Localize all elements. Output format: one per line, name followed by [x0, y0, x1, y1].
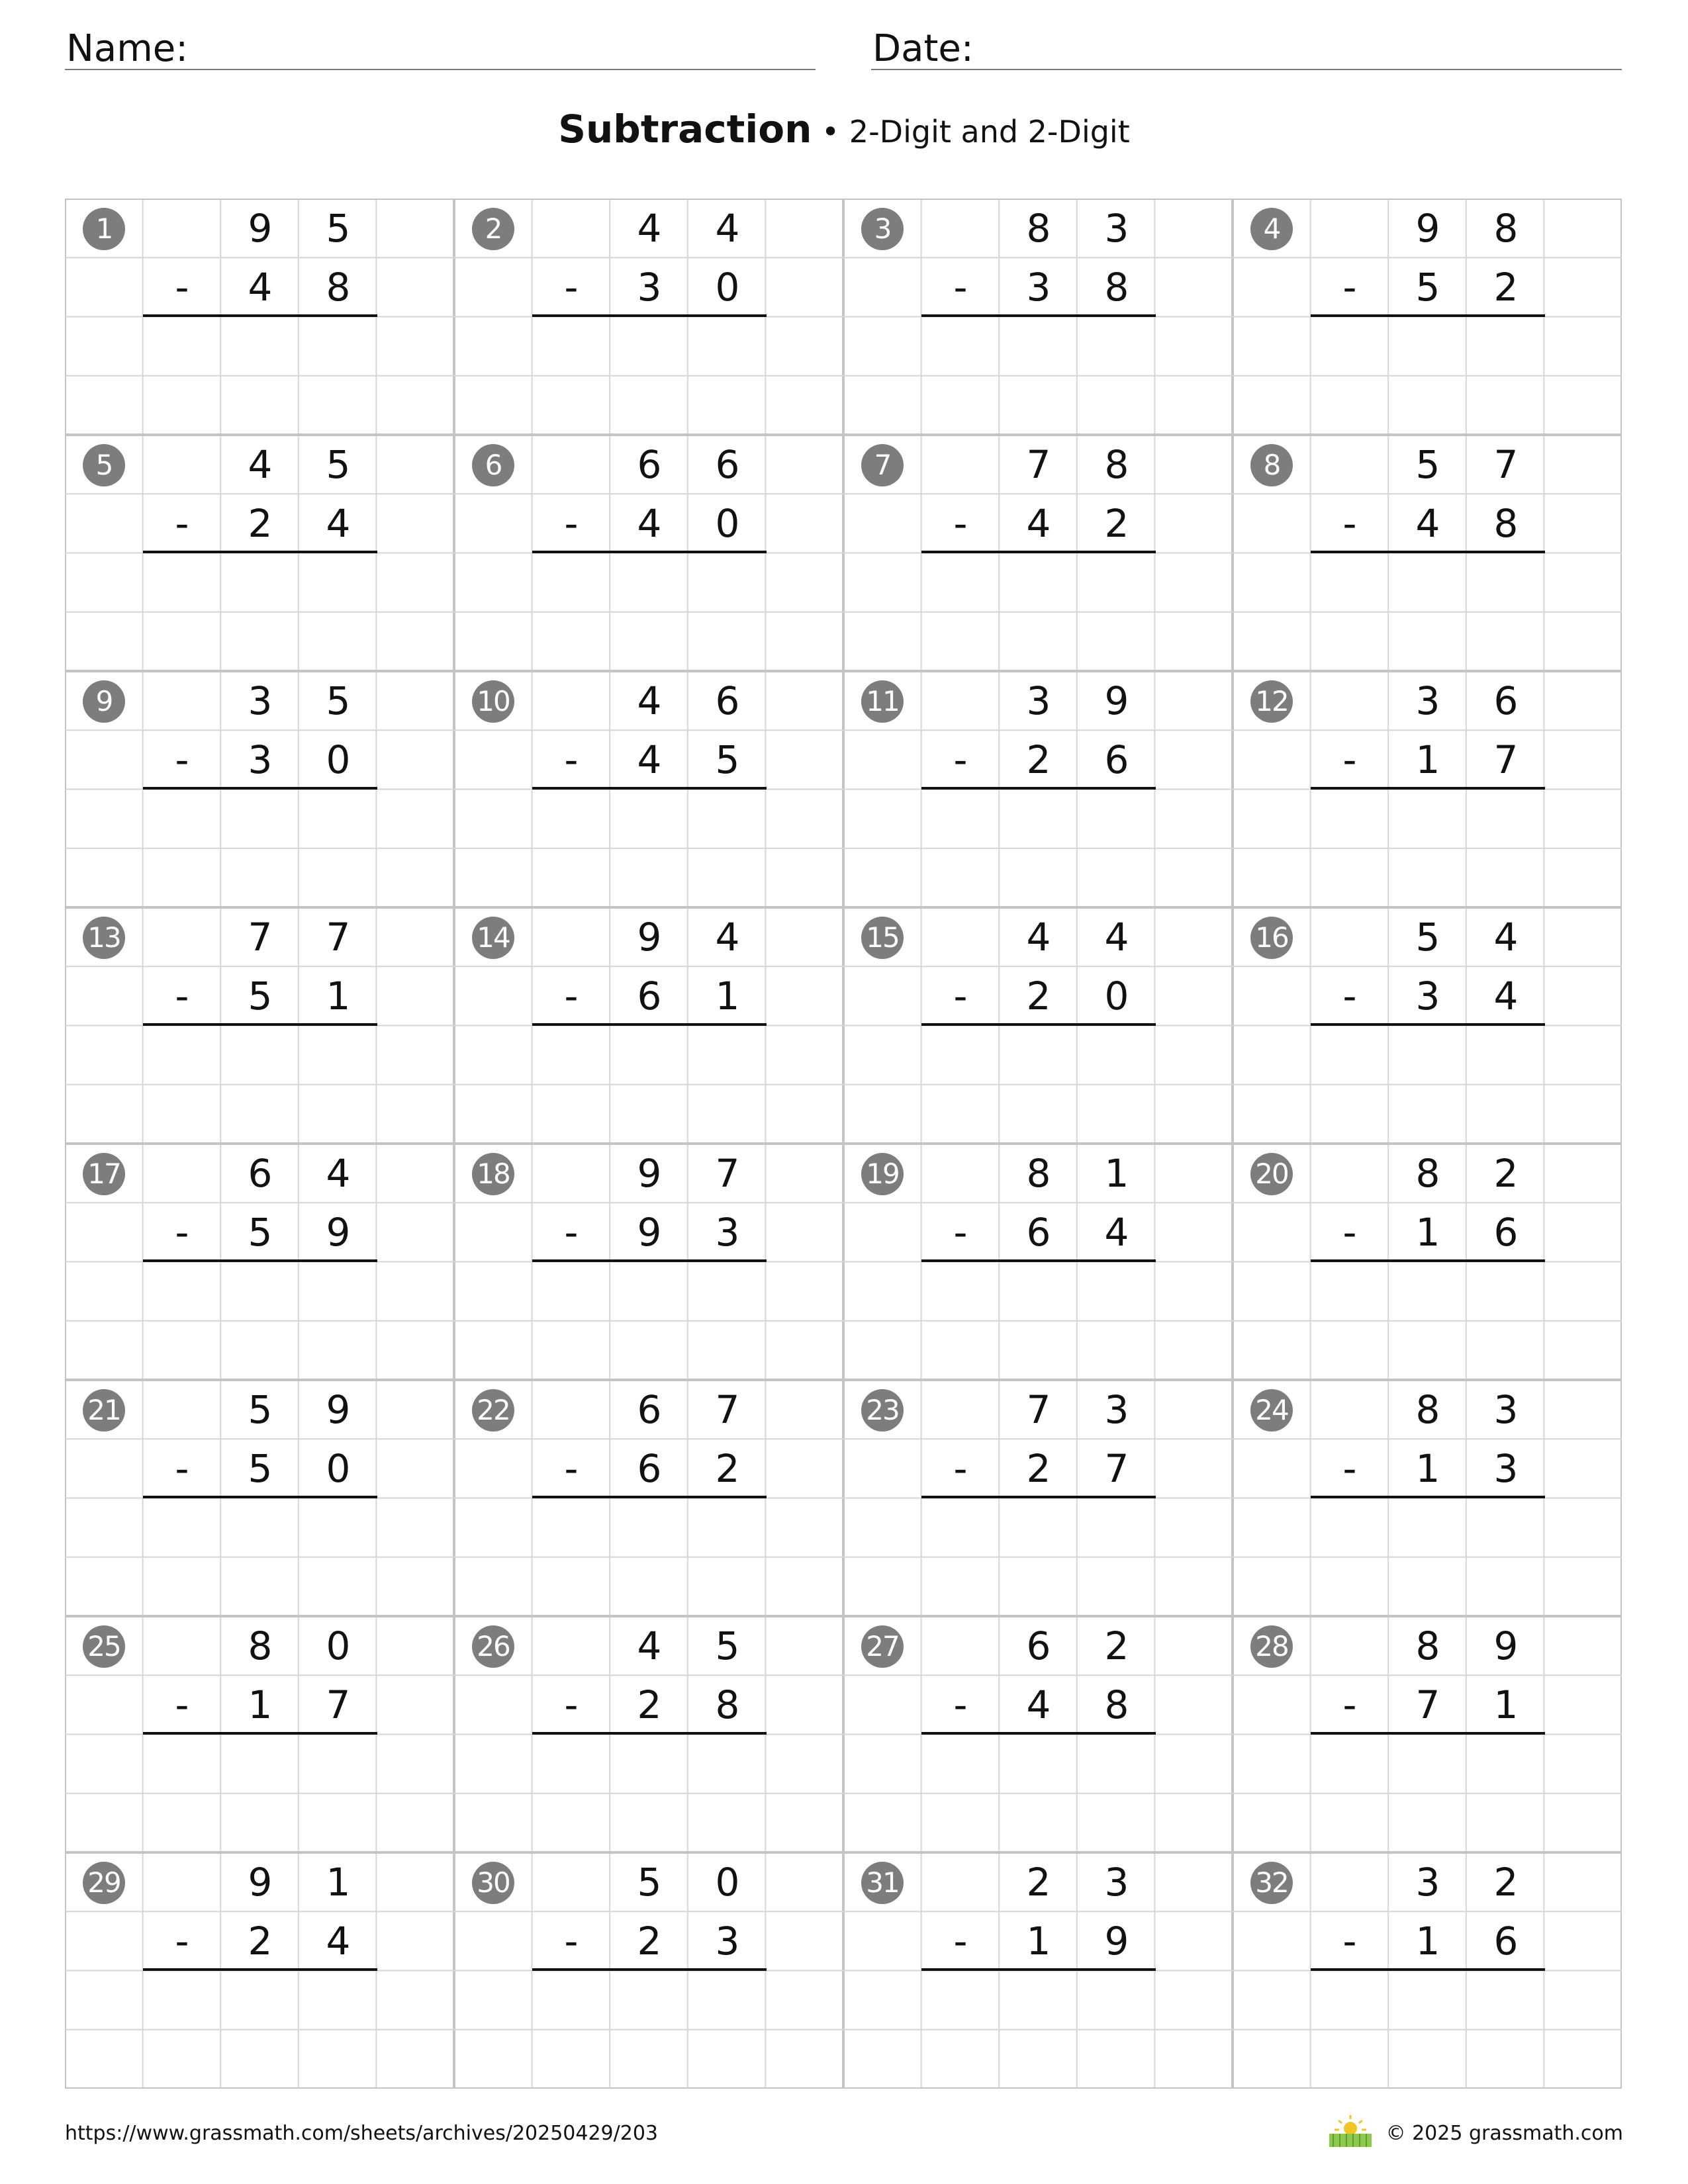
- minuend-ones-digit: 7: [715, 1387, 740, 1432]
- answer-underline: [921, 1496, 1156, 1498]
- answer-underline: [921, 551, 1156, 553]
- subtrahend-ones-digit: 6: [1493, 1210, 1519, 1255]
- problem-number-badge: 28: [1250, 1625, 1293, 1668]
- minuend-tens-digit: 3: [1415, 1860, 1440, 1905]
- minuend-ones-digit: 5: [715, 1623, 740, 1668]
- name-field[interactable]: [65, 20, 816, 70]
- minuend-tens-digit: 9: [1415, 206, 1440, 251]
- subtrahend-tens-digit: 1: [1415, 1210, 1440, 1255]
- subtrahend-ones-digit: 2: [1493, 265, 1519, 310]
- problem-13: [65, 907, 454, 1144]
- answer-underline: [532, 787, 767, 790]
- subtrahend-tens-digit: 1: [1415, 737, 1440, 782]
- minus-sign: -: [953, 1446, 968, 1491]
- subtrahend-tens-digit: 9: [637, 1210, 662, 1255]
- minuend-ones-digit: 7: [326, 915, 351, 960]
- answer-underline: [1311, 314, 1545, 317]
- minuend-ones-digit: 5: [326, 678, 351, 723]
- answer-underline: [1311, 1023, 1545, 1026]
- minuend-ones-digit: 2: [1493, 1151, 1519, 1196]
- minuend-ones-digit: 2: [1104, 1623, 1129, 1668]
- problem-29: [65, 1852, 454, 2089]
- minuend-tens-digit: 9: [637, 915, 662, 960]
- subtrahend-tens-digit: 4: [248, 265, 273, 310]
- answer-underline: [532, 551, 767, 553]
- minus-sign: -: [175, 737, 189, 782]
- problem-24: [1233, 1380, 1622, 1616]
- minus-sign: -: [564, 1682, 579, 1727]
- minuend-ones-digit: 4: [1104, 915, 1129, 960]
- minuend-tens-digit: 6: [637, 442, 662, 487]
- minuend-tens-digit: 5: [1415, 442, 1440, 487]
- minuend-ones-digit: 6: [715, 442, 740, 487]
- title-subtitle: • 2-Digit and 2-Digit: [812, 114, 1130, 150]
- minuend-tens-digit: 3: [1026, 678, 1051, 723]
- answer-underline: [921, 787, 1156, 790]
- problem-12: [1233, 671, 1622, 907]
- subtrahend-ones-digit: 6: [1104, 737, 1129, 782]
- subtrahend-ones-digit: 4: [1493, 974, 1519, 1019]
- problem-number-badge: 19: [861, 1153, 904, 1195]
- problem-number-badge: 30: [472, 1862, 514, 1904]
- problem-number-badge: 16: [1250, 917, 1293, 959]
- minuend-tens-digit: 3: [1415, 678, 1440, 723]
- minuend-ones-digit: 3: [1104, 1860, 1129, 1905]
- minuend-tens-digit: 4: [637, 678, 662, 723]
- subtrahend-tens-digit: 7: [1415, 1682, 1440, 1727]
- minuend-ones-digit: 0: [326, 1623, 351, 1668]
- subtrahend-tens-digit: 3: [1026, 265, 1051, 310]
- answer-underline: [1311, 551, 1545, 553]
- minuend-ones-digit: 3: [1104, 1387, 1129, 1432]
- answer-underline: [921, 1968, 1156, 1971]
- subtrahend-tens-digit: 5: [248, 1210, 273, 1255]
- problem-25: [65, 1616, 454, 1852]
- minus-sign: -: [1342, 737, 1357, 782]
- problem-14: [454, 907, 843, 1144]
- problem-number-badge: 18: [472, 1153, 514, 1195]
- minuend-tens-digit: 7: [1026, 1387, 1051, 1432]
- minuend-tens-digit: 5: [637, 1860, 662, 1905]
- problem-number-badge: 27: [861, 1625, 904, 1668]
- subtrahend-tens-digit: 2: [248, 1919, 273, 1964]
- problem-8: [1233, 435, 1622, 671]
- subtrahend-ones-digit: 3: [715, 1919, 740, 1964]
- problem-number-badge: 26: [472, 1625, 514, 1668]
- problem-number-badge: 20: [1250, 1153, 1293, 1195]
- answer-underline: [143, 314, 377, 317]
- minus-sign: -: [1342, 1210, 1357, 1255]
- subtrahend-tens-digit: 6: [637, 1446, 662, 1491]
- answer-underline: [1311, 787, 1545, 790]
- minuend-tens-digit: 8: [248, 1623, 273, 1668]
- minus-sign: -: [1342, 1682, 1357, 1727]
- problem-number-badge: 2: [472, 208, 514, 250]
- problem-number-badge: 11: [861, 680, 904, 723]
- answer-underline: [532, 1496, 767, 1498]
- minus-sign: -: [953, 737, 968, 782]
- problem-20: [1233, 1144, 1622, 1380]
- answer-underline: [1311, 1732, 1545, 1735]
- problem-number-badge: 14: [472, 917, 514, 959]
- subtrahend-tens-digit: 2: [248, 501, 273, 546]
- minuend-ones-digit: 6: [1493, 678, 1519, 723]
- problem-number-badge: 4: [1250, 208, 1293, 250]
- subtrahend-ones-digit: 7: [1493, 737, 1519, 782]
- subtrahend-ones-digit: 0: [1104, 974, 1129, 1019]
- subtrahend-tens-digit: 5: [1415, 265, 1440, 310]
- subtrahend-tens-digit: 1: [1415, 1919, 1440, 1964]
- minuend-ones-digit: 8: [1104, 442, 1129, 487]
- worksheet-title: [0, 106, 1688, 162]
- minus-sign: -: [1342, 1446, 1357, 1491]
- subtrahend-ones-digit: 8: [715, 1682, 740, 1727]
- problem-19: [843, 1144, 1233, 1380]
- subtrahend-ones-digit: 7: [326, 1682, 351, 1727]
- minuend-tens-digit: 9: [248, 206, 273, 251]
- minuend-ones-digit: 9: [1104, 678, 1129, 723]
- problem-grid: [65, 199, 1622, 2089]
- problem-number-badge: 15: [861, 917, 904, 959]
- problem-number-badge: 21: [83, 1389, 125, 1432]
- problem-32: [1233, 1852, 1622, 2089]
- subtrahend-ones-digit: 9: [1104, 1919, 1129, 1964]
- minuend-tens-digit: 8: [1415, 1387, 1440, 1432]
- minuend-tens-digit: 5: [248, 1387, 273, 1432]
- grass-sun-logo-icon: [1327, 2114, 1374, 2148]
- minus-sign: -: [1342, 501, 1357, 546]
- date-field[interactable]: [871, 20, 1622, 70]
- minuend-tens-digit: 4: [637, 206, 662, 251]
- minus-sign: -: [1342, 974, 1357, 1019]
- problem-30: [454, 1852, 843, 2089]
- problem-number-badge: 10: [472, 680, 514, 723]
- minuend-tens-digit: 9: [637, 1151, 662, 1196]
- minuend-tens-digit: 9: [248, 1860, 273, 1905]
- problem-number-badge: 32: [1250, 1862, 1293, 1904]
- problem-number-badge: 24: [1250, 1389, 1293, 1432]
- minuend-ones-digit: 8: [1493, 206, 1519, 251]
- subtrahend-ones-digit: 1: [1493, 1682, 1519, 1727]
- minuend-tens-digit: 4: [248, 442, 273, 487]
- minuend-ones-digit: 4: [1493, 915, 1519, 960]
- minuend-ones-digit: 5: [326, 442, 351, 487]
- problem-18: [454, 1144, 843, 1380]
- minuend-ones-digit: 9: [1493, 1623, 1519, 1668]
- minuend-tens-digit: 5: [1415, 915, 1440, 960]
- problem-22: [454, 1380, 843, 1616]
- minuend-tens-digit: 3: [248, 678, 273, 723]
- subtrahend-tens-digit: 5: [248, 1446, 273, 1491]
- minus-sign: -: [953, 265, 968, 310]
- problem-28: [1233, 1616, 1622, 1852]
- problem-31: [843, 1852, 1233, 2089]
- answer-underline: [532, 1023, 767, 1026]
- problem-number-badge: 1: [83, 208, 125, 250]
- minuend-ones-digit: 1: [326, 1860, 351, 1905]
- subtrahend-tens-digit: 6: [1026, 1210, 1051, 1255]
- problem-number-badge: 5: [83, 444, 125, 486]
- minuend-tens-digit: 4: [1026, 915, 1051, 960]
- minus-sign: -: [175, 1682, 189, 1727]
- subtrahend-tens-digit: 2: [1026, 737, 1051, 782]
- subtrahend-ones-digit: 7: [1104, 1446, 1129, 1491]
- subtrahend-ones-digit: 3: [1493, 1446, 1519, 1491]
- subtrahend-tens-digit: 2: [1026, 1446, 1051, 1491]
- answer-underline: [921, 1023, 1156, 1026]
- minuend-ones-digit: 3: [1104, 206, 1129, 251]
- problem-number-badge: 17: [83, 1153, 125, 1195]
- answer-underline: [143, 1732, 377, 1735]
- problem-15: [843, 907, 1233, 1144]
- subtrahend-ones-digit: 8: [326, 265, 351, 310]
- minus-sign: -: [564, 1919, 579, 1964]
- subtrahend-tens-digit: 5: [248, 974, 273, 1019]
- problem-number-badge: 9: [83, 680, 125, 723]
- problem-number-badge: 8: [1250, 444, 1293, 486]
- subtrahend-tens-digit: 2: [637, 1919, 662, 1964]
- problem-2: [454, 199, 843, 435]
- minuend-ones-digit: 5: [326, 206, 351, 251]
- minuend-tens-digit: 8: [1026, 206, 1051, 251]
- minus-sign: -: [175, 1919, 189, 1964]
- minus-sign: -: [953, 1919, 968, 1964]
- minuend-ones-digit: 7: [1493, 442, 1519, 487]
- subtrahend-ones-digit: 9: [326, 1210, 351, 1255]
- minuend-ones-digit: 7: [715, 1151, 740, 1196]
- answer-underline: [143, 551, 377, 553]
- problem-6: [454, 435, 843, 671]
- answer-underline: [143, 787, 377, 790]
- minuend-ones-digit: 4: [326, 1151, 351, 1196]
- answer-underline: [1311, 1259, 1545, 1262]
- minuend-ones-digit: 2: [1493, 1860, 1519, 1905]
- minus-sign: -: [564, 974, 579, 1019]
- problem-27: [843, 1616, 1233, 1852]
- minuend-ones-digit: 1: [1104, 1151, 1129, 1196]
- problem-11: [843, 671, 1233, 907]
- problem-21: [65, 1380, 454, 1616]
- minuend-tens-digit: 8: [1415, 1623, 1440, 1668]
- answer-underline: [532, 314, 767, 317]
- minus-sign: -: [564, 265, 579, 310]
- minuend-tens-digit: 6: [637, 1387, 662, 1432]
- subtrahend-ones-digit: 4: [326, 1919, 351, 1964]
- minus-sign: -: [953, 1210, 968, 1255]
- minuend-ones-digit: 3: [1493, 1387, 1519, 1432]
- answer-underline: [921, 314, 1156, 317]
- minus-sign: -: [564, 501, 579, 546]
- answer-underline: [532, 1259, 767, 1262]
- problem-23: [843, 1380, 1233, 1616]
- minuend-ones-digit: 9: [326, 1387, 351, 1432]
- minuend-tens-digit: 7: [1026, 442, 1051, 487]
- minuend-ones-digit: 4: [715, 915, 740, 960]
- minus-sign: -: [175, 1446, 189, 1491]
- minus-sign: -: [1342, 1919, 1357, 1964]
- subtrahend-ones-digit: 1: [326, 974, 351, 1019]
- answer-underline: [143, 1968, 377, 1971]
- name-label: Name:: [66, 27, 189, 70]
- answer-underline: [1311, 1496, 1545, 1498]
- minuend-ones-digit: 0: [715, 1860, 740, 1905]
- date-label: Date:: [872, 27, 974, 70]
- subtrahend-ones-digit: 6: [1493, 1919, 1519, 1964]
- minus-sign: -: [564, 1210, 579, 1255]
- subtrahend-ones-digit: 4: [326, 501, 351, 546]
- problem-number-badge: 6: [472, 444, 514, 486]
- minuend-tens-digit: 7: [248, 915, 273, 960]
- subtrahend-tens-digit: 2: [637, 1682, 662, 1727]
- answer-underline: [532, 1732, 767, 1735]
- subtrahend-ones-digit: 8: [1104, 1682, 1129, 1727]
- answer-underline: [143, 1259, 377, 1262]
- minus-sign: -: [175, 1210, 189, 1255]
- problem-17: [65, 1144, 454, 1380]
- problem-number-badge: 31: [861, 1862, 904, 1904]
- footer-url: https://www.grassmath.com/sheets/archives/20250429/203: [65, 2122, 659, 2145]
- problem-1: [65, 199, 454, 435]
- problem-9: [65, 671, 454, 907]
- problem-10: [454, 671, 843, 907]
- problem-number-badge: 25: [83, 1625, 125, 1668]
- minuend-tens-digit: 4: [637, 1623, 662, 1668]
- subtrahend-tens-digit: 4: [1026, 1682, 1051, 1727]
- problem-number-badge: 7: [861, 444, 904, 486]
- answer-underline: [921, 1259, 1156, 1262]
- subtrahend-tens-digit: 3: [1415, 974, 1440, 1019]
- minus-sign: -: [1342, 265, 1357, 310]
- subtrahend-tens-digit: 4: [1026, 501, 1051, 546]
- minus-sign: -: [175, 501, 189, 546]
- answer-underline: [143, 1023, 377, 1026]
- answer-underline: [143, 1496, 377, 1498]
- minuend-tens-digit: 8: [1026, 1151, 1051, 1196]
- problem-4: [1233, 199, 1622, 435]
- minuend-tens-digit: 6: [1026, 1623, 1051, 1668]
- subtrahend-ones-digit: 2: [1104, 501, 1129, 546]
- problem-number-badge: 13: [83, 917, 125, 959]
- subtrahend-tens-digit: 3: [248, 737, 273, 782]
- subtrahend-tens-digit: 3: [637, 265, 662, 310]
- minuend-tens-digit: 2: [1026, 1860, 1051, 1905]
- subtrahend-ones-digit: 1: [715, 974, 740, 1019]
- subtrahend-tens-digit: 1: [248, 1682, 273, 1727]
- minuend-tens-digit: 8: [1415, 1151, 1440, 1196]
- minus-sign: -: [564, 1446, 579, 1491]
- subtrahend-ones-digit: 0: [715, 501, 740, 546]
- subtrahend-ones-digit: 0: [326, 737, 351, 782]
- minus-sign: -: [953, 974, 968, 1019]
- subtrahend-tens-digit: 4: [637, 737, 662, 782]
- problem-number-badge: 22: [472, 1389, 514, 1432]
- minus-sign: -: [175, 265, 189, 310]
- subtrahend-ones-digit: 8: [1493, 501, 1519, 546]
- subtrahend-ones-digit: 5: [715, 737, 740, 782]
- minus-sign: -: [175, 974, 189, 1019]
- problem-16: [1233, 907, 1622, 1144]
- minuend-ones-digit: 4: [715, 206, 740, 251]
- subtrahend-tens-digit: 4: [1415, 501, 1440, 546]
- problem-number-badge: 29: [83, 1862, 125, 1904]
- minuend-tens-digit: 6: [248, 1151, 273, 1196]
- subtrahend-ones-digit: 0: [715, 265, 740, 310]
- problem-3: [843, 199, 1233, 435]
- subtrahend-tens-digit: 1: [1415, 1446, 1440, 1491]
- subtrahend-tens-digit: 2: [1026, 974, 1051, 1019]
- subtrahend-ones-digit: 3: [715, 1210, 740, 1255]
- answer-underline: [1311, 1968, 1545, 1971]
- minuend-ones-digit: 6: [715, 678, 740, 723]
- problem-26: [454, 1616, 843, 1852]
- subtrahend-ones-digit: 4: [1104, 1210, 1129, 1255]
- title-main: Subtraction: [558, 107, 812, 152]
- minus-sign: -: [953, 501, 968, 546]
- footer-copyright: © 2025 grassmath.com: [1385, 2122, 1623, 2145]
- subtrahend-ones-digit: 2: [715, 1446, 740, 1491]
- subtrahend-ones-digit: 0: [326, 1446, 351, 1491]
- answer-underline: [921, 1732, 1156, 1735]
- subtrahend-ones-digit: 8: [1104, 265, 1129, 310]
- minus-sign: -: [564, 737, 579, 782]
- problem-5: [65, 435, 454, 671]
- subtrahend-tens-digit: 1: [1026, 1919, 1051, 1964]
- problem-number-badge: 3: [861, 208, 904, 250]
- answer-underline: [532, 1968, 767, 1971]
- problem-7: [843, 435, 1233, 671]
- subtrahend-tens-digit: 4: [637, 501, 662, 546]
- problem-number-badge: 23: [861, 1389, 904, 1432]
- minus-sign: -: [953, 1682, 968, 1727]
- subtrahend-tens-digit: 6: [637, 974, 662, 1019]
- problem-number-badge: 12: [1250, 680, 1293, 723]
